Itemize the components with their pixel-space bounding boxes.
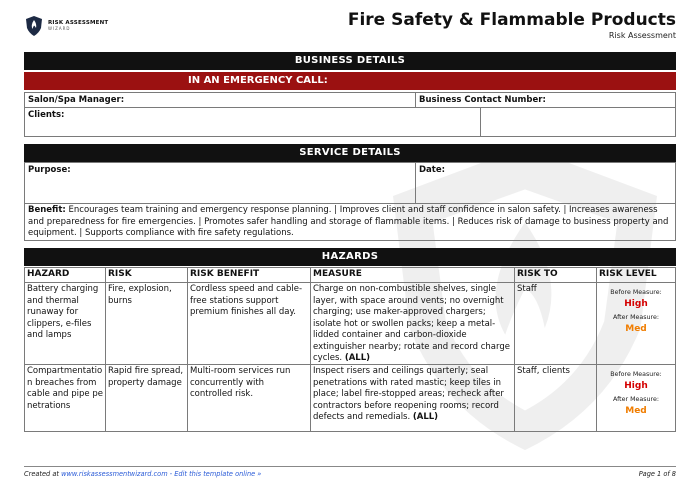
page-subtitle: Risk Assessment bbox=[608, 31, 676, 40]
risk-level-cell bbox=[596, 282, 676, 365]
page-footer bbox=[24, 466, 676, 478]
risk-to-cell: Staff, clients bbox=[514, 364, 597, 432]
date-label: Date: bbox=[419, 165, 446, 175]
logo bbox=[24, 15, 108, 37]
purpose-label: Purpose: bbox=[28, 165, 71, 175]
table-row bbox=[24, 282, 676, 365]
before-measure-label: Before Measure: bbox=[610, 371, 662, 378]
risk-benefit-cell: Multi-room services run concurrently with controlled risk. bbox=[187, 364, 311, 432]
date-field[interactable] bbox=[415, 162, 676, 204]
col-hazard: HAZARD bbox=[24, 267, 106, 283]
page-number: Page 1 of 8 bbox=[638, 470, 676, 478]
measure-cell bbox=[310, 364, 515, 432]
logo-sub: WIZARD bbox=[48, 26, 71, 32]
contact-number-label: Business Contact Number: bbox=[419, 95, 546, 105]
col-risk: RISK bbox=[105, 267, 188, 283]
manager-field[interactable] bbox=[24, 92, 416, 108]
risk-cell: Rapid fire spread, property damage bbox=[105, 364, 188, 432]
hazard-cell: Compartmentation breaches from cable and pipe penetrations bbox=[24, 364, 106, 432]
risk-cell: Fire, explosion, burns bbox=[105, 282, 188, 365]
col-risk-benefit: RISK BENEFIT bbox=[187, 267, 311, 283]
before-measure-label: Before Measure: bbox=[610, 289, 662, 296]
clients-extra-field[interactable] bbox=[480, 107, 676, 137]
risk-level-cell bbox=[596, 364, 676, 432]
service-details-heading: SERVICE DETAILS bbox=[24, 144, 676, 162]
shield-logo-icon bbox=[24, 15, 44, 37]
measure-cell bbox=[310, 282, 515, 365]
footer-edit-link[interactable]: - Edit this template online » bbox=[169, 470, 262, 478]
page-title: Fire Safety & Flammable Products bbox=[347, 10, 676, 30]
risk-benefit-cell: Cordless speed and cable-free stations support premium finishes all day. bbox=[187, 282, 311, 365]
logo-name: RISK ASSESSMENT bbox=[48, 19, 109, 26]
risk-to-cell: Staff bbox=[514, 282, 597, 365]
table-row bbox=[24, 364, 676, 432]
benefit-block bbox=[24, 203, 676, 241]
after-measure-label: After Measure: bbox=[612, 314, 659, 321]
purpose-field[interactable] bbox=[24, 162, 416, 204]
measure-text: Charge on non-combustible shelves, single layer, with space around vents; no overnight charging; use maker-approved chargers; isolate hot or swollen packs; keep a metal-lidded container and carbon-dioxide extinguisher nearby; rotate and record charge cycles. bbox=[313, 284, 510, 363]
before-measure-level: High bbox=[624, 380, 648, 391]
hazards-heading: HAZARDS bbox=[24, 248, 676, 266]
after-measure-level: Med bbox=[625, 405, 647, 416]
benefit-label: Benefit: bbox=[28, 205, 66, 215]
hazard-cell: Battery charging and thermal runaway for clippers, e-files and lamps bbox=[24, 282, 106, 365]
measure-tag: (ALL) bbox=[412, 412, 439, 422]
emergency-call-bar: IN AN EMERGENCY CALL: bbox=[24, 72, 676, 90]
col-risk-to: RISK TO bbox=[514, 267, 597, 283]
after-measure-level: Med bbox=[625, 323, 647, 334]
clients-field[interactable] bbox=[24, 107, 481, 137]
footer-created: Created at bbox=[24, 470, 59, 478]
clients-label: Clients: bbox=[28, 110, 65, 120]
business-details-heading: BUSINESS DETAILS bbox=[24, 52, 676, 70]
measure-text: Inspect risers and ceilings quarterly; seal penetrations with rated mastic; keep tiles in place; label fire-stopped areas; recheck after contractors before reopening rooms; record defects and remedials. bbox=[313, 366, 504, 422]
manager-label: Salon/Spa Manager: bbox=[28, 95, 125, 105]
hazards-table-header bbox=[24, 267, 676, 283]
measure-tag: (ALL) bbox=[344, 353, 370, 363]
col-measure: MEASURE bbox=[310, 267, 515, 283]
document-header bbox=[24, 10, 676, 46]
footer-link[interactable]: www.riskassessmentwizard.com bbox=[61, 470, 168, 478]
before-measure-level: High bbox=[624, 298, 648, 309]
contact-number-field[interactable] bbox=[415, 92, 676, 108]
col-risk-level: RISK LEVEL bbox=[596, 267, 676, 283]
after-measure-label: After Measure: bbox=[612, 396, 659, 403]
benefit-text: Encourages team training and emergency response planning. | Improves client and staff confidence in salon safety. | Increases awareness and preparedness for fire emergencies. | Promotes safer handling and storage of flammable items. | Reduces risk of damage to business property and equipment. | Supports compliance with fire safety regulations. bbox=[28, 205, 669, 238]
